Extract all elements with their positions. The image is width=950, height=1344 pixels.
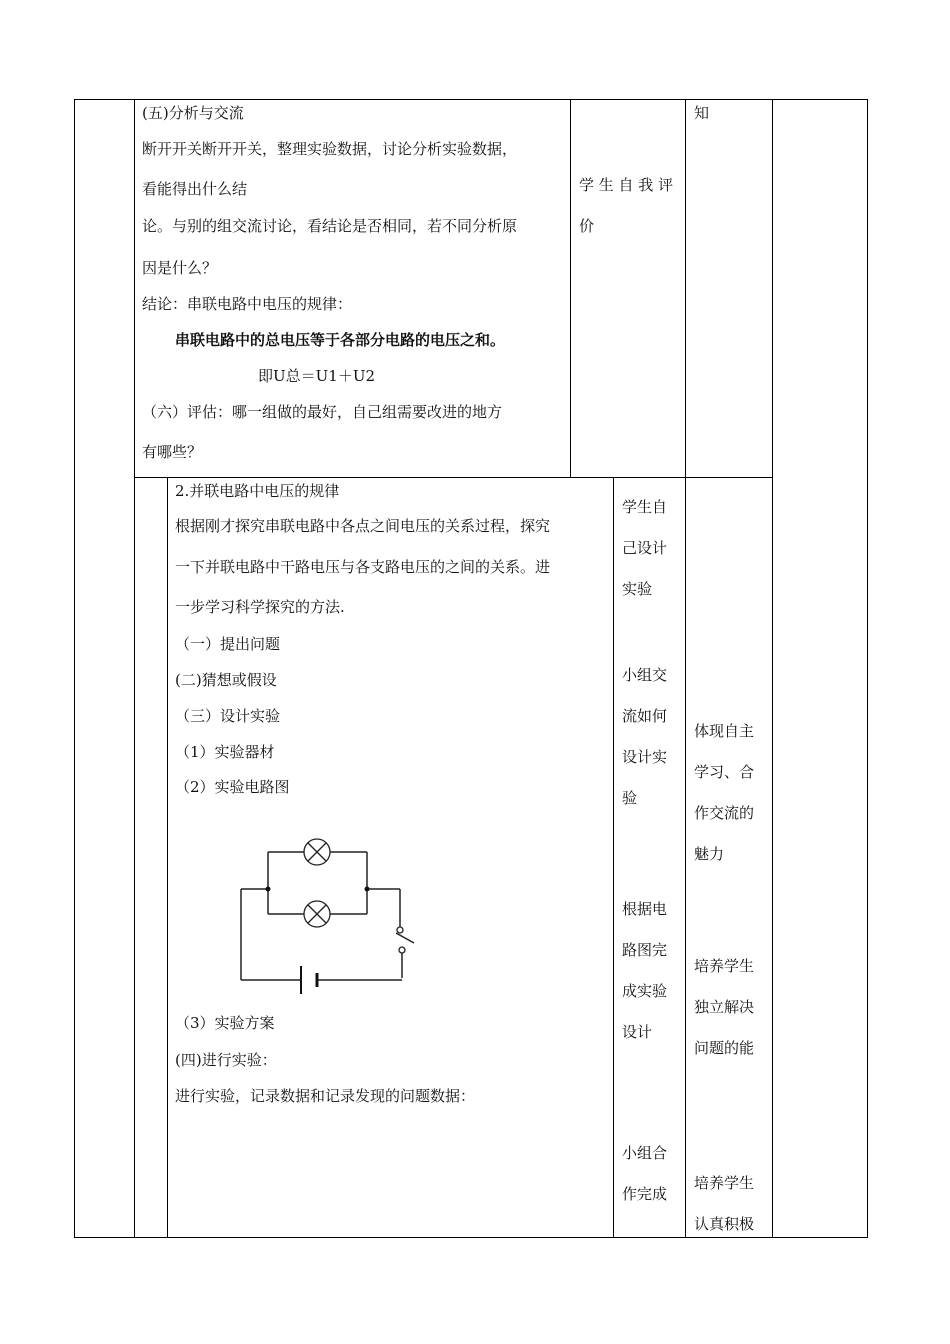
parallel-p2: 一下并联电路中干路电压与各支路电压的之间的关系。进	[175, 558, 551, 576]
section5-line3: 论。与别的组交流讨论，看结论是否相同，若不同分析原	[142, 217, 518, 235]
student-note-complete: 根据电路图完成实验设计	[622, 900, 668, 1041]
parallel-circuit-diagram	[200, 830, 420, 1000]
lamp-icon	[304, 839, 330, 865]
parallel-step2: (二)猜想或假设	[175, 671, 277, 689]
section5-eval2: 有哪些？	[142, 443, 203, 461]
col-divider-3	[685, 99, 686, 1238]
parallel-step3c: （3）实验方案	[175, 1014, 275, 1032]
section5-line2: 看能得出什么结	[142, 180, 248, 198]
purpose-note-ability: 培养学生独立解决问题的能	[694, 957, 755, 1057]
section5-conclusion: 结论：串联电路中电压的规律：	[142, 295, 353, 313]
section5-formula: 即U总＝U1＋U2	[258, 367, 376, 385]
parallel-step4a: 进行实验，记录数据和记录发现的问题数据：	[175, 1087, 476, 1105]
switch-contact	[399, 947, 405, 953]
student-note-cooperate: 小组合作完成	[622, 1144, 668, 1203]
col-divider-inner	[167, 477, 168, 1238]
parallel-step4: (四)进行实验：	[175, 1051, 277, 1069]
col-divider-2-bottom	[613, 477, 614, 1238]
student-note-discuss: 小组交流如何设计实验	[622, 666, 668, 807]
section5-eval1: （六）评估：哪一组做的最好，自己组需要改进的地方	[142, 403, 503, 421]
switch-contact	[397, 927, 403, 933]
col-divider-1	[134, 99, 135, 1238]
section5-line1: 断开开关断开开关，整理实验数据，讨论分析实验数据，	[142, 140, 518, 158]
section5-line4: 因是什么？	[142, 259, 218, 277]
col-divider-2-top	[570, 99, 571, 477]
section5-student-col: 学 生 自 我 评 价	[579, 176, 674, 235]
purpose-note-active: 培养学生认真积极	[694, 1174, 755, 1233]
table-left-border	[74, 99, 75, 1238]
section5-rule: 串联电路中的总电压等于各部分电路的电压之和。	[175, 331, 506, 349]
section5-purpose-col: 知	[694, 104, 710, 122]
table-right-border	[867, 99, 868, 1238]
table-top-border	[74, 99, 868, 100]
parallel-step3a: （1）实验器材	[175, 743, 275, 761]
parallel-heading: 2.并联电路中电压的规律	[175, 482, 340, 500]
section5-heading: (五)分析与交流	[142, 104, 244, 122]
row-divider	[134, 477, 773, 478]
lamp-icon	[304, 901, 330, 927]
table-bottom-border	[74, 1237, 868, 1238]
parallel-step3b: （2）实验电路图	[175, 778, 290, 796]
parallel-step3: （三）设计实验	[175, 707, 281, 725]
student-note-design: 学生自己设计实验	[622, 498, 668, 598]
junction-dot	[266, 887, 271, 892]
parallel-step1: （一）提出问题	[175, 635, 281, 653]
parallel-p1: 根据刚才探究串联电路中各点之间电压的关系过程，探究	[175, 517, 551, 535]
purpose-note-charm: 体现自主学习、合作交流的魅力	[694, 722, 755, 863]
parallel-p3: 一步学习科学探究的方法.	[175, 598, 345, 616]
col-divider-4	[772, 99, 773, 1238]
junction-dot	[365, 887, 370, 892]
